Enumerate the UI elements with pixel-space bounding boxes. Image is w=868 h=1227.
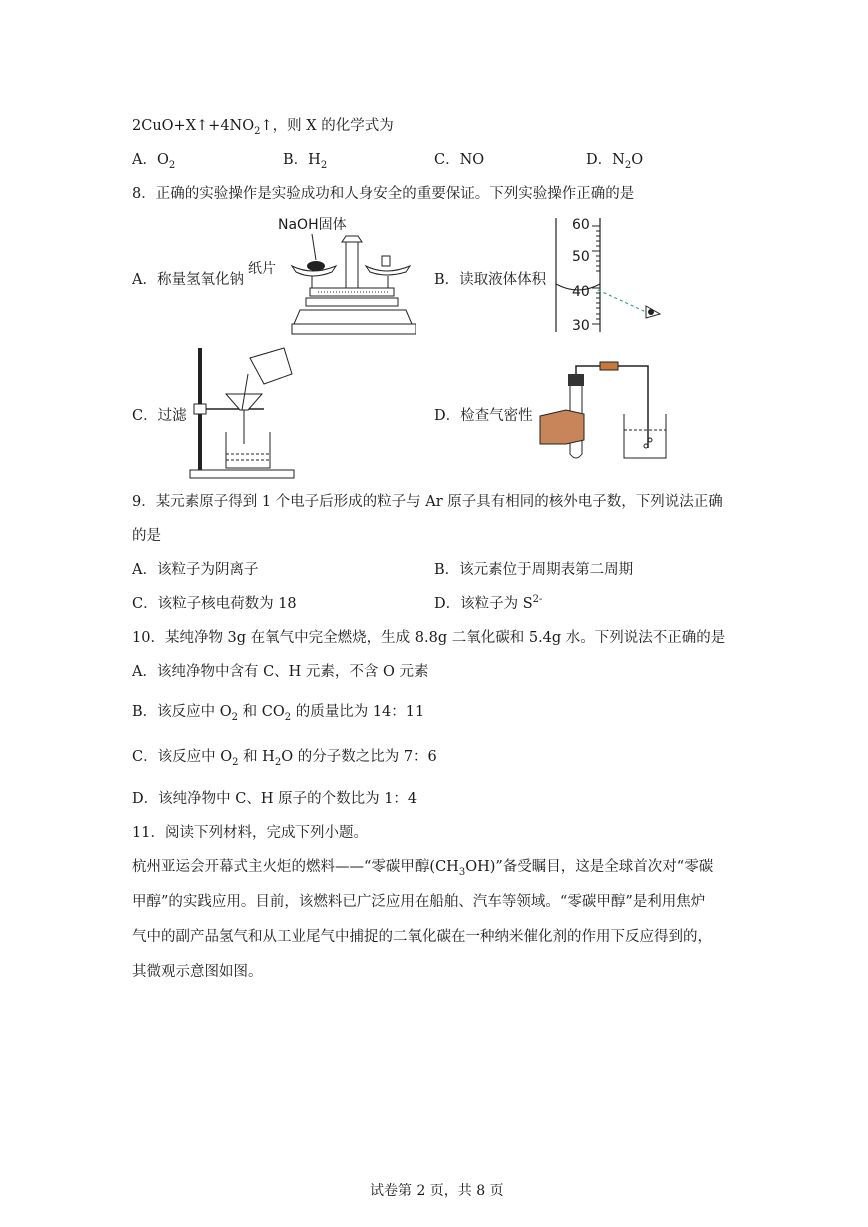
- q7-option-b: B．$H_2$: [283, 152, 328, 171]
- q10-option-a: A．该纯净物中含有 C、H 元素，不含 O 元素: [132, 664, 429, 680]
- tick-30: 30: [572, 318, 590, 334]
- q9-option-c: C．该粒子核电荷数为 18: [132, 596, 297, 612]
- q8-option-c: C．过滤: [132, 408, 187, 424]
- balance-figure: [246, 214, 416, 338]
- q7-option-d: D．$N_2O$: [586, 152, 644, 171]
- q10-option-d: D．该纯净物中 C、H 原子的个数比为 1：4: [132, 791, 418, 807]
- q11-stem: 11．阅读下列材料，完成下列小题。: [132, 825, 368, 841]
- airtight-figure: [538, 358, 670, 466]
- q9-stem-line1: 9．某元素原子得到 1 个电子后形成的粒子与 Ar 原子具有相同的核外电子数，下列说法正确: [132, 494, 723, 510]
- q9-stem-line2: 的是: [132, 528, 161, 544]
- page-footer: 试卷第 2 页，共 8 页: [370, 1183, 504, 1199]
- paper-label: 纸片: [248, 261, 276, 277]
- q8-option-a: A．称量氢氧化钠: [132, 272, 244, 288]
- q10-stem: 10．某纯净物 3g 在氧气中完全燃烧，生成 8.8g 二氧化碳和 5.4g 水。下列说法不正确的是: [132, 630, 726, 646]
- q10-option-b: B．该反应中 $O_2$ 和 $CO_2$ 的质量比为 14：11: [132, 704, 425, 723]
- filtration-drawing: [186, 344, 296, 480]
- q10-option-c: C．该反应中 $O_2$ 和 $H_2O$ 的分子数之比为 7：6: [132, 749, 437, 768]
- q7-option-c: C．NO: [434, 152, 485, 168]
- cylinder-drawing: [550, 214, 670, 336]
- naoh-label: NaOH固体: [278, 217, 347, 233]
- q8-option-b: B．读取液体体积: [434, 272, 547, 288]
- balance-drawing: [246, 214, 416, 338]
- q8-option-d: D．检查气密性: [434, 408, 533, 424]
- q7-option-a: A．$O_2$: [132, 152, 176, 171]
- q11-para-line1: 杭州亚运会开幕式主火炬的燃料——“零碳甲醇$(CH_3OH)$”备受瞩目，这是全球首次对“零碳: [132, 859, 714, 878]
- q11-para-line2: 甲醇”的实践应用。目前，该燃料已广泛应用在船舶、汽车等领域。“零碳甲醇”是利用焦炉: [132, 894, 706, 910]
- tick-60: 60: [572, 217, 590, 233]
- q9-option-b: B．该元素位于周期表第二周期: [434, 562, 634, 578]
- tick-50: 50: [572, 249, 590, 265]
- filtration-figure: [186, 344, 296, 480]
- cylinder-figure: [550, 214, 670, 336]
- q8-stem: 8．正确的实验操作是实验成功和人身安全的重要保证。下列实验操作正确的是: [132, 186, 635, 202]
- tick-40: 40: [572, 284, 590, 300]
- q9-option-d: D．该粒子为 $S^{2-}$: [434, 594, 543, 612]
- q9-option-a: A．该粒子为阴离子: [132, 562, 259, 578]
- airtight-drawing: [538, 358, 670, 466]
- q11-para-line3: 气中的副产品氢气和从工业尾气中捕捉的二氧化碳在一种纳米催化剂的作用下反应得到的，: [132, 929, 712, 945]
- q7-equation: $2CuO+X↑+4NO_2↑$，则 X 的化学式为: [132, 118, 394, 137]
- q11-para-line4: 其微观示意图如图。: [132, 964, 263, 980]
